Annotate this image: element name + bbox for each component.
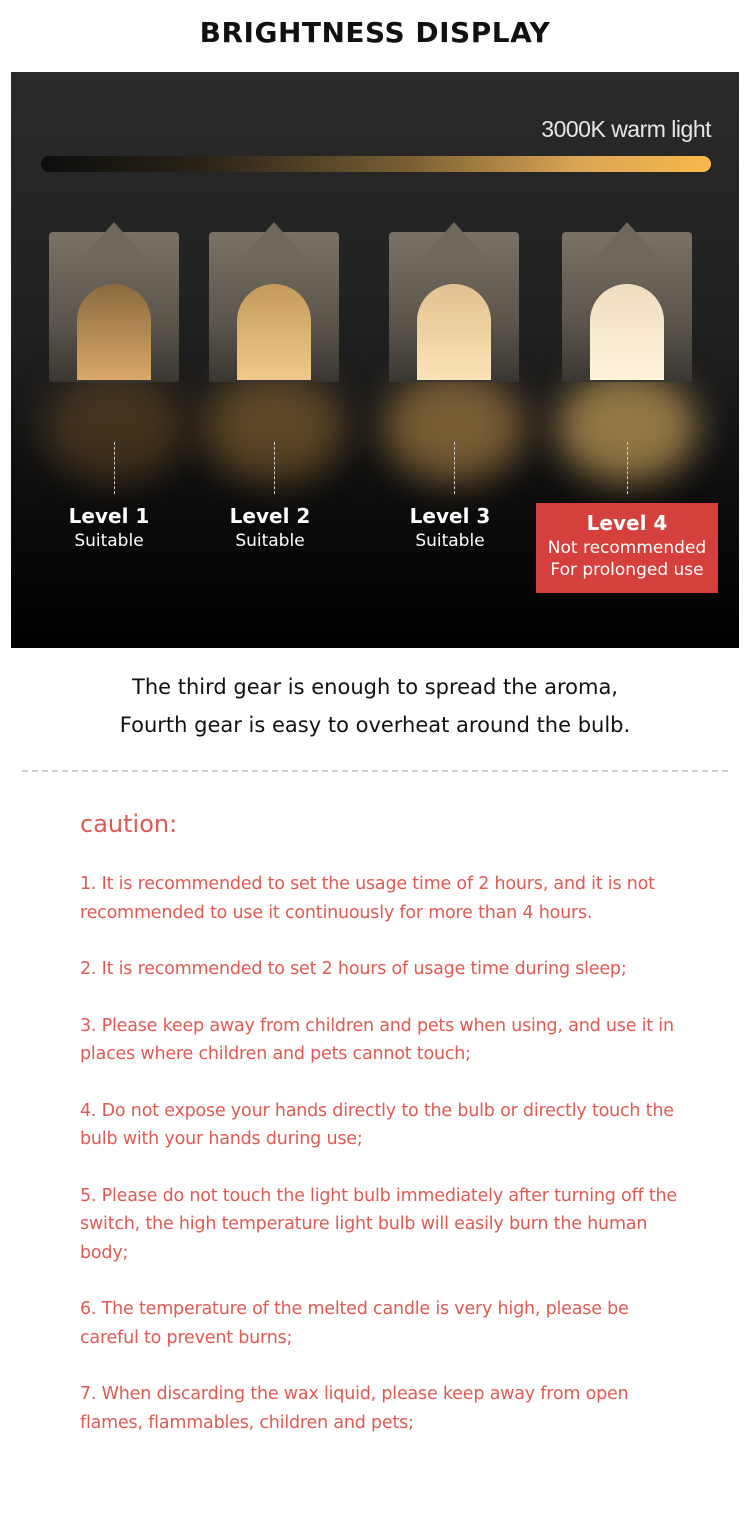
lamp-level-1-image <box>39 222 189 382</box>
page-title: BRIGHTNESS DISPLAY <box>199 16 551 49</box>
level-description: Not recommended <box>547 538 707 558</box>
level-name: Level 3 <box>409 504 491 528</box>
caution-item: 2. It is recommended to set 2 hours of usage time during sleep; <box>80 959 627 979</box>
level-description-2: For prolonged use <box>550 560 704 580</box>
level-description: Suitable <box>235 531 305 551</box>
caution-item: 7. When discarding the wax liquid, please keep away from open flames, flammables, children and pets; <box>80 1384 629 1433</box>
lamp-level-3-image <box>379 222 529 382</box>
level-1-label <box>18 502 200 552</box>
caution-item: 1. It is recommended to set the usage time of 2 hours, and it is not recommended to use it continuously for more than 4 hours. <box>80 874 655 923</box>
brightness-panel <box>11 72 739 648</box>
lamp-level-4-image <box>552 222 702 382</box>
dashed-divider <box>22 770 728 772</box>
level-name: Level 4 <box>586 511 668 535</box>
caution-list <box>80 870 690 1465</box>
level-4-warning-badge <box>536 503 718 593</box>
warm-light-gradient-bar <box>41 156 711 172</box>
level-2-label <box>179 502 361 552</box>
summary-line-1: The third gear is enough to spread the aroma, <box>132 675 618 699</box>
level-description: Suitable <box>74 531 144 551</box>
level-name: Level 2 <box>229 504 311 528</box>
caution-item: 4. Do not expose your hands directly to the bulb or directly touch the bulb with your hands during use; <box>80 1100 674 1149</box>
lamp-level-2-image <box>199 222 349 382</box>
caution-item: 6. The temperature of the melted candle is very high, please be careful to prevent burns; <box>80 1299 629 1348</box>
level-description: Suitable <box>415 531 485 551</box>
caution-heading: caution: <box>80 810 178 838</box>
color-temperature-label: 3000K warm light <box>541 116 711 142</box>
summary-line-2: Fourth gear is easy to overheat around the bulb. <box>119 713 631 737</box>
level-3-label <box>359 502 541 552</box>
caution-item: 3. Please keep away from children and pets when using, and use it in places where children and pets cannot touch; <box>80 1015 674 1064</box>
summary-text <box>0 668 750 744</box>
caution-item: 5. Please do not touch the light bulb immediately after turning off the switch, the high temperature light bulb will easily burn the human body; <box>80 1185 677 1263</box>
level-name: Level 1 <box>68 504 150 528</box>
